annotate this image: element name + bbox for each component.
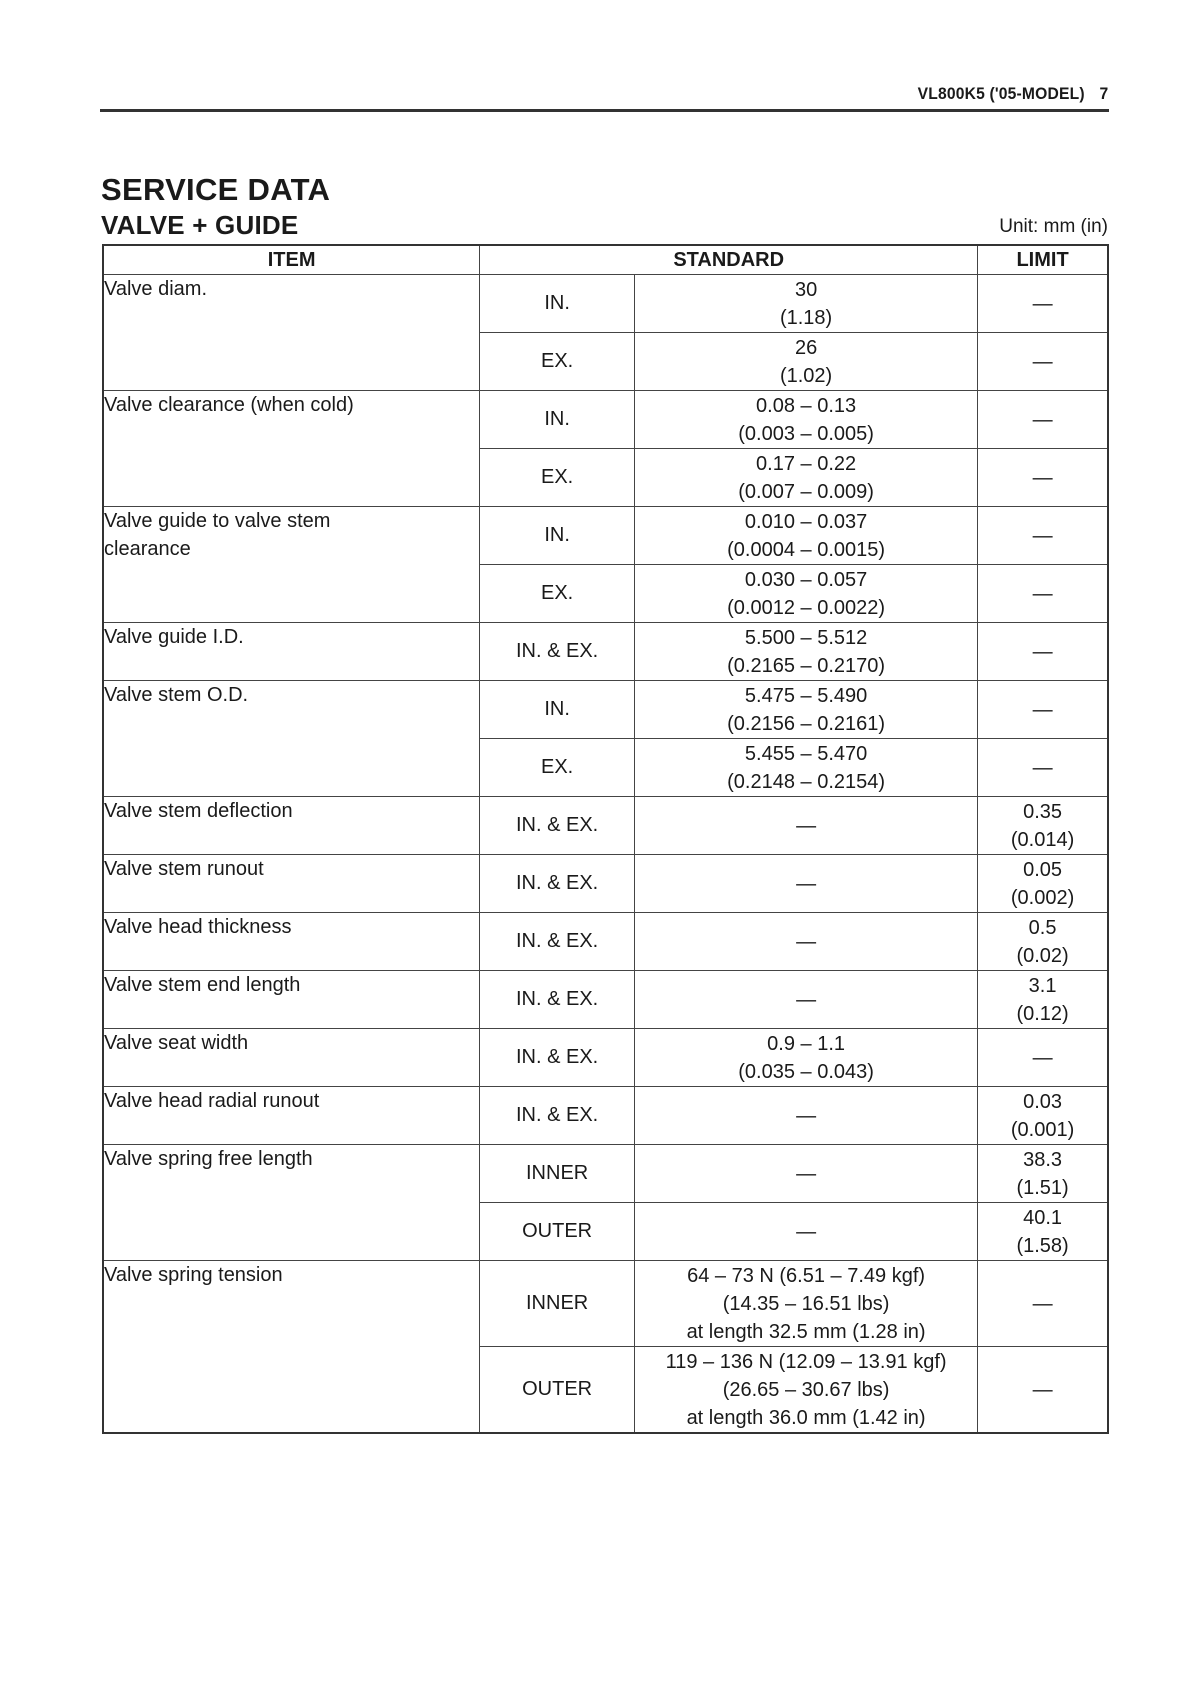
standard-value-line: 5.475 – 5.490	[744, 684, 868, 707]
limit-value-cell	[978, 449, 1108, 507]
section-title: SERVICE DATA	[101, 172, 331, 207]
table-row	[103, 797, 1108, 855]
valve-type-cell: EX.	[480, 565, 635, 623]
item-label-line: Valve spring free length	[104, 1148, 313, 1170]
item-label-cell	[103, 1029, 480, 1087]
limit-value-line: 0.5	[1028, 916, 1057, 939]
table-row	[103, 971, 1108, 1029]
limit-value-line: —	[1032, 640, 1053, 663]
standard-value-line: —	[796, 1162, 817, 1185]
valve-type-cell: IN. & EX.	[480, 913, 635, 971]
standard-value-line: —	[796, 1220, 817, 1243]
limit-value-line: —	[1032, 1292, 1053, 1315]
limit-value-cell	[978, 565, 1108, 623]
limit-value-cell	[978, 391, 1108, 449]
standard-value-line: 0.9 – 1.1	[767, 1032, 845, 1055]
valve-type-cell: IN. & EX.	[480, 855, 635, 913]
valve-type-cell: IN. & EX.	[480, 797, 635, 855]
item-label-line: Valve stem deflection	[104, 800, 293, 822]
item-label-cell	[103, 855, 480, 913]
limit-value-cell	[978, 1145, 1108, 1203]
valve-type-cell: IN.	[480, 681, 635, 739]
item-label-line: clearance	[104, 538, 191, 560]
limit-value-cell	[978, 1087, 1108, 1145]
standard-value-line: (26.65 – 30.67 lbs)	[722, 1378, 890, 1401]
item-label-cell	[103, 391, 480, 507]
valve-type-cell: IN. & EX.	[480, 623, 635, 681]
standard-value-line: (0.2148 – 0.2154)	[727, 770, 886, 793]
standard-value-line: 64 – 73 N (6.51 – 7.49 kgf)	[687, 1264, 926, 1287]
table-row	[103, 855, 1108, 913]
standard-value-cell	[635, 391, 978, 449]
standard-value-line: 0.030 – 0.057	[744, 568, 868, 591]
limit-value-line: —	[1032, 756, 1053, 779]
standard-value-line: 5.455 – 5.470	[744, 742, 868, 765]
standard-value-line: (0.0004 – 0.0015)	[727, 538, 886, 561]
table-row	[103, 275, 1108, 333]
valve-type-cell: IN.	[480, 507, 635, 565]
table-row	[103, 1087, 1108, 1145]
standard-value-cell	[635, 449, 978, 507]
limit-value-line: (0.001)	[1010, 1118, 1075, 1141]
item-label-cell	[103, 1145, 480, 1261]
standard-value-line: (1.18)	[779, 306, 833, 329]
valve-type-cell: IN. & EX.	[480, 1087, 635, 1145]
standard-value-cell	[635, 1347, 978, 1434]
standard-value-line: (0.0012 – 0.0022)	[727, 596, 886, 619]
limit-value-line: 0.03	[1023, 1090, 1063, 1113]
valve-type-cell: INNER	[480, 1145, 635, 1203]
table-row	[103, 681, 1108, 739]
limit-value-line: —	[1032, 524, 1053, 547]
standard-value-cell	[635, 565, 978, 623]
standard-value-cell	[635, 275, 978, 333]
limit-value-cell	[978, 623, 1108, 681]
standard-value-cell	[635, 623, 978, 681]
table-row	[103, 913, 1108, 971]
valve-type-cell: INNER	[480, 1261, 635, 1347]
standard-value-cell	[635, 797, 978, 855]
limit-value-line: —	[1032, 582, 1053, 605]
running-header	[917, 84, 1108, 104]
item-label-line: Valve stem end length	[104, 974, 301, 996]
standard-value-line: —	[796, 814, 817, 837]
unit-note: Unit: mm (in)	[999, 216, 1108, 237]
table-row	[103, 1029, 1108, 1087]
standard-value-line: at length 32.5 mm (1.28 in)	[686, 1320, 926, 1343]
table-body	[103, 275, 1108, 1434]
standard-value-line: (14.35 – 16.51 lbs)	[722, 1292, 890, 1315]
limit-value-cell	[978, 1261, 1108, 1347]
limit-value-cell	[978, 275, 1108, 333]
table-row	[103, 1145, 1108, 1203]
valve-type-cell: EX.	[480, 333, 635, 391]
limit-value-line: (0.12)	[1016, 1002, 1069, 1025]
standard-value-line: 0.17 – 0.22	[756, 452, 857, 475]
limit-value-line: —	[1032, 698, 1053, 721]
standard-value-line: —	[796, 1104, 817, 1127]
table-row	[103, 623, 1108, 681]
limit-value-line: 0.35	[1023, 800, 1063, 823]
limit-value-line: —	[1032, 1378, 1053, 1401]
item-label-cell	[103, 275, 480, 391]
service-data-table	[102, 244, 1109, 1434]
item-label-line: Valve diam.	[104, 278, 208, 300]
valve-type-cell: EX.	[480, 739, 635, 797]
limit-value-line: 40.1	[1023, 1206, 1063, 1229]
item-label-line: Valve clearance (when cold)	[104, 394, 354, 416]
item-label-line: Valve stem O.D.	[104, 684, 249, 706]
valve-type-cell: IN.	[480, 275, 635, 333]
standard-value-line: 26	[794, 336, 818, 359]
limit-value-line: 3.1	[1028, 974, 1057, 997]
standard-value-line: (0.2156 – 0.2161)	[727, 712, 886, 735]
table-row	[103, 391, 1108, 449]
item-label-cell	[103, 507, 480, 623]
item-label-line: Valve seat width	[104, 1032, 249, 1054]
limit-column-header: LIMIT	[978, 245, 1108, 275]
standard-value-cell	[635, 1261, 978, 1347]
item-label-line: Valve spring tension	[104, 1264, 283, 1286]
limit-value-line: (0.002)	[1010, 886, 1075, 909]
standard-value-cell	[635, 739, 978, 797]
standard-value-cell	[635, 1203, 978, 1261]
standard-value-line: (0.2165 – 0.2170)	[727, 654, 886, 677]
valve-type-cell: IN.	[480, 391, 635, 449]
item-label-cell	[103, 797, 480, 855]
standard-value-line: (0.007 – 0.009)	[738, 480, 874, 503]
standard-value-cell	[635, 913, 978, 971]
standard-value-cell	[635, 855, 978, 913]
standard-value-line: —	[796, 872, 817, 895]
limit-value-line: —	[1032, 466, 1053, 489]
valve-type-cell: IN. & EX.	[480, 1029, 635, 1087]
limit-value-cell	[978, 1029, 1108, 1087]
standard-value-line: —	[796, 988, 817, 1011]
limit-value-cell	[978, 333, 1108, 391]
limit-value-line: (0.014)	[1010, 828, 1075, 851]
standard-value-line: 5.500 – 5.512	[744, 626, 868, 649]
limit-value-line: (0.02)	[1016, 944, 1069, 967]
item-label-line: Valve stem runout	[104, 858, 264, 880]
item-label-cell	[103, 681, 480, 797]
valve-type-cell: OUTER	[480, 1347, 635, 1434]
standard-value-line: 0.08 – 0.13	[756, 394, 857, 417]
table-row	[103, 507, 1108, 565]
subsection-title: VALVE + GUIDE	[101, 210, 299, 240]
valve-type-cell: OUTER	[480, 1203, 635, 1261]
limit-value-cell	[978, 681, 1108, 739]
limit-value-line: 0.05	[1023, 858, 1063, 881]
item-label-cell	[103, 1087, 480, 1145]
standard-value-cell	[635, 971, 978, 1029]
item-label-cell	[103, 913, 480, 971]
standard-value-line: 119 – 136 N (12.09 – 13.91 kgf)	[665, 1350, 947, 1373]
standard-value-line: —	[796, 930, 817, 953]
model-label: VL800K5 ('05-MODEL)	[917, 84, 1085, 103]
standard-value-line: 30	[794, 278, 818, 301]
valve-type-cell: EX.	[480, 449, 635, 507]
limit-value-line: 38.3	[1023, 1148, 1063, 1171]
item-label-cell	[103, 1261, 480, 1434]
limit-value-cell	[978, 1347, 1108, 1434]
standard-value-line: 0.010 – 0.037	[744, 510, 868, 533]
limit-value-cell	[978, 971, 1108, 1029]
item-label-line: Valve guide I.D.	[104, 626, 244, 648]
standard-value-cell	[635, 1029, 978, 1087]
standard-value-line: (0.035 – 0.043)	[738, 1060, 874, 1083]
item-label-line: Valve guide to valve stem	[104, 510, 331, 532]
limit-value-line: —	[1032, 1046, 1053, 1069]
limit-value-cell	[978, 739, 1108, 797]
limit-value-cell	[978, 855, 1108, 913]
limit-value-cell	[978, 913, 1108, 971]
item-label-line: Valve head radial runout	[104, 1090, 320, 1112]
standard-value-cell	[635, 681, 978, 739]
standard-value-line: (1.02)	[779, 364, 833, 387]
limit-value-cell	[978, 1203, 1108, 1261]
limit-value-line: (1.51)	[1016, 1176, 1069, 1199]
standard-value-line: at length 36.0 mm (1.42 in)	[686, 1406, 926, 1429]
standard-value-cell	[635, 1087, 978, 1145]
limit-value-cell	[978, 797, 1108, 855]
header-rule	[100, 109, 1109, 112]
limit-value-line: —	[1032, 408, 1053, 431]
item-label-cell	[103, 971, 480, 1029]
valve-type-cell: IN. & EX.	[480, 971, 635, 1029]
limit-value-line: —	[1032, 350, 1053, 373]
standard-value-cell	[635, 333, 978, 391]
standard-value-line: (0.003 – 0.005)	[738, 422, 874, 445]
item-label-cell	[103, 623, 480, 681]
standard-value-cell	[635, 507, 978, 565]
item-label-line: Valve head thickness	[104, 916, 292, 938]
limit-value-line: —	[1032, 292, 1053, 315]
limit-value-cell	[978, 507, 1108, 565]
table-header-row	[103, 245, 1108, 275]
standard-value-cell	[635, 1145, 978, 1203]
standard-column-header: STANDARD	[480, 245, 978, 275]
page-number: 7	[1099, 84, 1108, 103]
limit-value-line: (1.58)	[1016, 1234, 1069, 1257]
item-column-header: ITEM	[103, 245, 480, 275]
table-row	[103, 1261, 1108, 1347]
